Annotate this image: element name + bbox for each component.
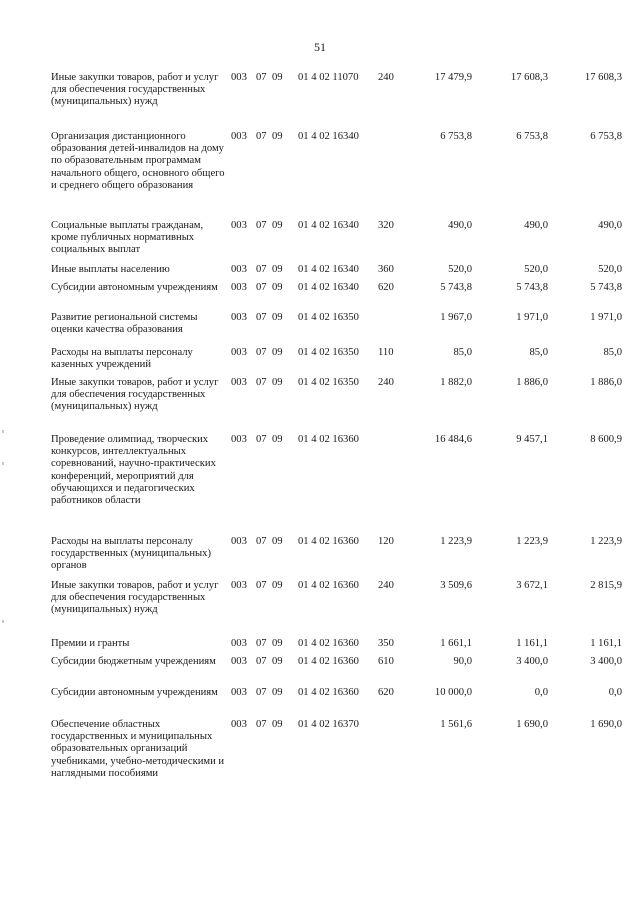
row-section-code: 07	[256, 687, 267, 698]
row-article-code: 01 4 02 16350	[298, 312, 359, 323]
scan-mark	[2, 620, 4, 623]
row-name: Субсидии автономным учреждениям	[51, 687, 218, 698]
row-section-code: 07	[256, 282, 267, 293]
row-ministry-code: 003	[231, 638, 247, 649]
row-expense-type: 620	[378, 282, 394, 293]
row-amount-year1: 10 000,0	[434, 687, 472, 698]
row-subsection-code: 09	[272, 580, 283, 591]
row-subsection-code: 09	[272, 638, 283, 649]
row-amount-year2: 3 400,0	[516, 656, 548, 667]
row-expense-type: 240	[378, 580, 394, 591]
row-amount-year3: 1 161,1	[590, 638, 622, 649]
table-row	[0, 656, 640, 682]
row-section-code: 07	[256, 264, 267, 275]
row-amount-year2: 17 608,3	[510, 72, 548, 83]
row-amount-year2: 85,0	[529, 347, 548, 358]
row-amount-year1: 490,0	[448, 220, 472, 231]
row-article-code: 01 4 02 16360	[298, 434, 359, 445]
row-section-code: 07	[256, 536, 267, 547]
row-amount-year3: 6 753,8	[590, 131, 622, 142]
table-row	[0, 536, 640, 574]
row-amount-year2: 6 753,8	[516, 131, 548, 142]
table-row	[0, 282, 640, 308]
row-expense-type: 350	[378, 638, 394, 649]
row-expense-type: 120	[378, 536, 394, 547]
row-subsection-code: 09	[272, 282, 283, 293]
scan-mark	[2, 430, 4, 433]
row-amount-year2: 9 457,1	[516, 434, 548, 445]
row-amount-year3: 1 690,0	[590, 719, 622, 730]
row-name: Социальные выплаты гражданам, кроме публичных нормативных социальных выплат	[51, 220, 204, 256]
row-subsection-code: 09	[272, 377, 283, 388]
row-amount-year2: 490,0	[524, 220, 548, 231]
row-name: Субсидии автономным учреждениям	[51, 282, 218, 293]
table-row	[0, 72, 640, 122]
row-article-code: 01 4 02 16360	[298, 580, 359, 591]
row-article-code: 01 4 02 16360	[298, 687, 359, 698]
row-subsection-code: 09	[272, 719, 283, 730]
row-amount-year1: 1 661,1	[440, 638, 472, 649]
row-subsection-code: 09	[272, 434, 283, 445]
row-ministry-code: 003	[231, 72, 247, 83]
row-section-code: 07	[256, 638, 267, 649]
row-subsection-code: 09	[272, 687, 283, 698]
row-section-code: 07	[256, 312, 267, 323]
row-name: Иные закупки товаров, работ и услуг для обеспечения государственных (муниципальных) нужд	[51, 580, 219, 616]
row-ministry-code: 003	[231, 377, 247, 388]
row-amount-year3: 520,0	[598, 264, 622, 275]
row-subsection-code: 09	[272, 347, 283, 358]
row-amount-year1: 1 561,6	[440, 719, 472, 730]
row-amount-year2: 1 971,0	[516, 312, 548, 323]
table-row	[0, 687, 640, 713]
row-amount-year2: 520,0	[524, 264, 548, 275]
row-name: Иные закупки товаров, работ и услуг для обеспечения государственных (муниципальных) нужд	[51, 377, 219, 413]
table-row	[0, 377, 640, 427]
row-amount-year3: 3 400,0	[590, 656, 622, 667]
row-ministry-code: 003	[231, 264, 247, 275]
row-ministry-code: 003	[231, 687, 247, 698]
row-article-code: 01 4 02 16350	[298, 377, 359, 388]
row-name: Расходы на выплаты персоналу государственных (муниципальных) органов	[51, 536, 211, 572]
row-amount-year3: 490,0	[598, 220, 622, 231]
row-amount-year3: 0,0	[608, 687, 622, 698]
row-name: Расходы на выплаты персоналу казенных учреждений	[51, 347, 193, 371]
row-amount-year3: 17 608,3	[584, 72, 622, 83]
row-section-code: 07	[256, 377, 267, 388]
row-amount-year3: 1 886,0	[590, 377, 622, 388]
row-article-code: 01 4 02 16350	[298, 347, 359, 358]
row-expense-type: 320	[378, 220, 394, 231]
row-amount-year1: 16 484,6	[434, 434, 472, 445]
table-row	[0, 312, 640, 338]
row-amount-year3: 5 743,8	[590, 282, 622, 293]
row-amount-year3: 1 223,9	[590, 536, 622, 547]
row-section-code: 07	[256, 719, 267, 730]
row-amount-year1: 6 753,8	[440, 131, 472, 142]
row-article-code: 01 4 02 16360	[298, 536, 359, 547]
table-row	[0, 434, 640, 532]
row-section-code: 07	[256, 220, 267, 231]
row-amount-year2: 0,0	[534, 687, 548, 698]
row-name: Субсидии бюджетным учреждениям	[51, 656, 216, 667]
row-subsection-code: 09	[272, 312, 283, 323]
row-article-code: 01 4 02 16340	[298, 131, 359, 142]
table-row	[0, 347, 640, 373]
row-ministry-code: 003	[231, 282, 247, 293]
row-amount-year1: 520,0	[448, 264, 472, 275]
row-ministry-code: 003	[231, 719, 247, 730]
row-subsection-code: 09	[272, 656, 283, 667]
row-amount-year1: 5 743,8	[440, 282, 472, 293]
row-amount-year2: 5 743,8	[516, 282, 548, 293]
row-expense-type: 620	[378, 687, 394, 698]
row-section-code: 07	[256, 580, 267, 591]
row-section-code: 07	[256, 131, 267, 142]
row-ministry-code: 003	[231, 656, 247, 667]
table-row	[0, 264, 640, 278]
row-amount-year1: 90,0	[453, 656, 472, 667]
row-subsection-code: 09	[272, 220, 283, 231]
row-ministry-code: 003	[231, 220, 247, 231]
row-section-code: 07	[256, 656, 267, 667]
table-row	[0, 719, 640, 817]
row-amount-year3: 2 815,9	[590, 580, 622, 591]
row-article-code: 01 4 02 16340	[298, 282, 359, 293]
row-amount-year1: 1 882,0	[440, 377, 472, 388]
row-expense-type: 360	[378, 264, 394, 275]
row-subsection-code: 09	[272, 264, 283, 275]
row-name: Премии и гранты	[51, 638, 130, 649]
row-amount-year3: 1 971,0	[590, 312, 622, 323]
row-ministry-code: 003	[231, 347, 247, 358]
row-article-code: 01 4 02 16340	[298, 264, 359, 275]
row-amount-year1: 1 223,9	[440, 536, 472, 547]
table-row	[0, 580, 640, 630]
row-amount-year1: 85,0	[453, 347, 472, 358]
row-amount-year3: 85,0	[603, 347, 622, 358]
row-section-code: 07	[256, 434, 267, 445]
row-amount-year3: 8 600,9	[590, 434, 622, 445]
row-article-code: 01 4 02 16370	[298, 719, 359, 730]
row-article-code: 01 4 02 11070	[298, 72, 359, 83]
table-row	[0, 220, 640, 258]
row-article-code: 01 4 02 16360	[298, 638, 359, 649]
row-name: Иные выплаты населению	[51, 264, 170, 275]
row-amount-year2: 3 672,1	[516, 580, 548, 591]
row-amount-year2: 1 886,0	[516, 377, 548, 388]
scan-mark	[2, 462, 4, 465]
row-name: Иные закупки товаров, работ и услуг для обеспечения государственных (муниципальных) нужд	[51, 72, 219, 108]
row-article-code: 01 4 02 16360	[298, 656, 359, 667]
row-name: Организация дистанционного образования детей-инвалидов на дому по образовательным программам начального общего, основного общего и среднего общего образования	[51, 131, 225, 191]
row-expense-type: 610	[378, 656, 394, 667]
row-expense-type: 240	[378, 72, 394, 83]
row-amount-year1: 17 479,9	[434, 72, 472, 83]
row-article-code: 01 4 02 16340	[298, 220, 359, 231]
row-amount-year1: 1 967,0	[440, 312, 472, 323]
row-amount-year1: 3 509,6	[440, 580, 472, 591]
row-name: Проведение олимпиад, творческих конкурсов, интеллектуальных соревнований, научно-практических конференций, мероприятий для обучающихся и педагогических работников области	[51, 434, 216, 507]
row-amount-year2: 1 223,9	[516, 536, 548, 547]
row-subsection-code: 09	[272, 536, 283, 547]
row-expense-type: 110	[378, 347, 394, 358]
row-expense-type: 240	[378, 377, 394, 388]
row-amount-year2: 1 690,0	[516, 719, 548, 730]
row-section-code: 07	[256, 72, 267, 83]
row-name: Обеспечение областных государственных и муниципальных образовательных организаций учебниками, учебно-методическими и наглядными пособиями	[51, 719, 225, 779]
row-name: Развитие региональной системы оценки качества образования	[51, 312, 198, 336]
row-ministry-code: 003	[231, 131, 247, 142]
row-ministry-code: 003	[231, 536, 247, 547]
row-subsection-code: 09	[272, 72, 283, 83]
row-amount-year2: 1 161,1	[516, 638, 548, 649]
table-row	[0, 638, 640, 652]
row-subsection-code: 09	[272, 131, 283, 142]
table-row	[0, 131, 640, 205]
row-ministry-code: 003	[231, 312, 247, 323]
row-section-code: 07	[256, 347, 267, 358]
row-ministry-code: 003	[231, 580, 247, 591]
row-ministry-code: 003	[231, 434, 247, 445]
page-number: 51	[314, 40, 326, 54]
